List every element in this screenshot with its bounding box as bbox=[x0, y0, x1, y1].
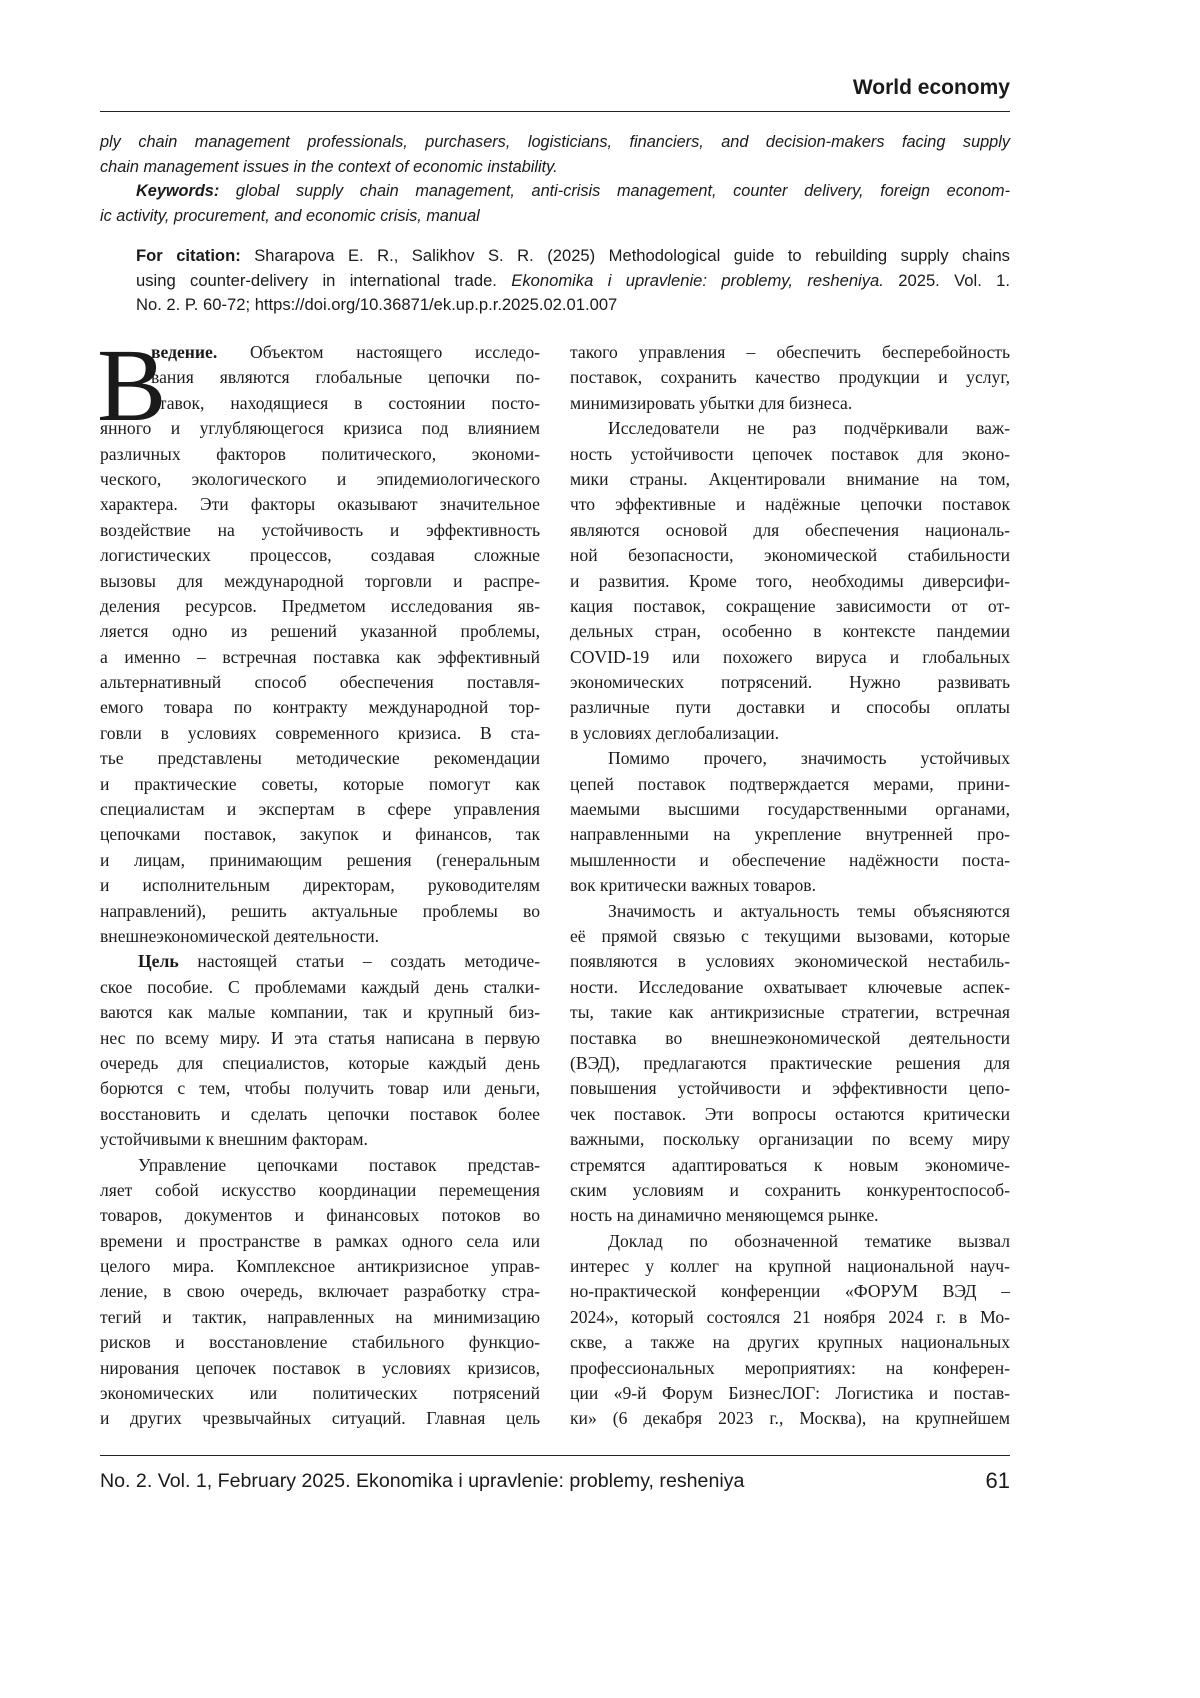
text-line: восстановить и сделать цепочки поставок более bbox=[100, 1103, 540, 1124]
paragraph bbox=[100, 1153, 540, 1432]
text-line: кация поставок, сокращение зависимости от от- bbox=[570, 595, 1010, 616]
keywords-line: ic activity, procurement, and economic crisis, manual bbox=[100, 206, 480, 225]
text-line: повышения устойчивости и эффективности цепо- bbox=[570, 1078, 1010, 1099]
text-line: ность на динамично меняющемся рынке. bbox=[570, 1205, 879, 1226]
text-line: ки» (6 декабря 2023 г., Москва), на крупнейшем bbox=[570, 1408, 1010, 1429]
paragraph bbox=[570, 746, 1010, 898]
text-line: вания являются глобальные цепочки по- bbox=[151, 367, 540, 388]
text-line: Исследователи не раз подчёркивали важ- bbox=[608, 418, 1010, 439]
text-line: говли в условиях современного кризиса. В ста- bbox=[100, 722, 540, 743]
text-line: стремятся адаптироваться к новым экономиче- bbox=[570, 1154, 1010, 1175]
text-line: минимизировать убытки для бизнеса. bbox=[570, 392, 853, 413]
text-line: тье представлены методические рекомендации bbox=[100, 748, 540, 769]
citation-label: For citation: bbox=[136, 246, 241, 265]
drop-cap: В bbox=[97, 328, 167, 443]
text-line: чек поставок. Эти вопросы остаются критически bbox=[570, 1103, 1010, 1124]
text-line: ческого, экологического и эпидемиологического bbox=[100, 468, 540, 489]
text-line: рисков и восстановление стабильного функцио- bbox=[100, 1332, 540, 1353]
paragraph bbox=[570, 416, 1010, 746]
header-rule bbox=[100, 111, 1010, 112]
text-line: (ВЭД), предлагаются практические решения для bbox=[570, 1052, 1010, 1073]
citation-line bbox=[136, 269, 1010, 294]
paragraph-lead: Цель bbox=[138, 951, 179, 972]
text-line: цепочками поставок, закупок и финансов, так bbox=[100, 824, 540, 845]
text-line: и лицам, принимающим решения (генеральным bbox=[100, 849, 540, 870]
text-line: тегий и тактик, направленных на минимизацию bbox=[100, 1306, 540, 1327]
text-line: но-практической конференции «ФОРУМ ВЭД – bbox=[570, 1281, 1010, 1302]
text-line: ставок, находящиеся в состоянии посто- bbox=[151, 392, 540, 413]
text-line: очередь для специалистов, которые каждый день bbox=[100, 1052, 540, 1073]
text-line: ности. Исследование охватывает ключевые аспек- bbox=[570, 976, 1010, 997]
text-line: ляет собой искусство координации перемещения bbox=[100, 1179, 540, 1200]
text-line: скве, а также на других крупных национальных bbox=[570, 1332, 1010, 1353]
text-line: появляются в условиях экономической нестабиль- bbox=[570, 951, 1010, 972]
text-line: цепей поставок подтверждается мерами, прини- bbox=[570, 773, 1010, 794]
text-line: COVID-19 или похожего вируса и глобальных bbox=[570, 646, 1010, 667]
text-line: товаров, документов и финансовых потоков во bbox=[100, 1205, 540, 1226]
text-line: ление, в свою очередь, включает разработку стра- bbox=[100, 1281, 540, 1302]
text-line: 2024», который состоялся 21 ноября 2024 г. в Мо- bbox=[570, 1306, 1010, 1327]
text-line: ной безопасности, экономической стабильности bbox=[570, 545, 1010, 566]
text-line: важными, поскольку организации по всему миру bbox=[570, 1129, 1010, 1150]
text-line: ское пособие. С проблемами каждый день сталки- bbox=[100, 976, 540, 997]
abstract-line: ply chain management professionals, purchasers, logisticians, financiers, and decision-makers facing supply bbox=[100, 133, 1010, 151]
text-line: а именно – встречная поставка как эффективный bbox=[100, 646, 540, 667]
text-line: поставка во внешнеэкономической деятельности bbox=[570, 1027, 1010, 1048]
text-line: интерес у коллег на крупной национальной науч- bbox=[570, 1256, 1010, 1277]
text-line: являются основой для обеспечения националь- bbox=[570, 519, 1010, 540]
text-line: альтернативный способ обеспечения поставля- bbox=[100, 672, 540, 693]
text-line: её прямой связью с текущими вызовами, которые bbox=[570, 925, 1010, 946]
text-line: устойчивыми к внешним факторам. bbox=[100, 1129, 368, 1150]
text-line: Значимость и актуальность темы объясняются bbox=[608, 900, 1010, 921]
paragraph bbox=[570, 1229, 1010, 1432]
abstract bbox=[100, 130, 1010, 228]
text-line: профессиональных мероприятиях: на конферен- bbox=[570, 1357, 1010, 1378]
text-line: воздействие на устойчивость и эффективность bbox=[100, 519, 540, 540]
text-line: времени и пространстве в рамках одного села или bbox=[100, 1230, 540, 1251]
text-line: деления ресурсов. Предметом исследования яв- bbox=[100, 595, 540, 616]
text-line: в условиях деглобализации. bbox=[570, 722, 780, 743]
abstract-line: chain management issues in the context of economic instability. bbox=[100, 157, 558, 176]
text-line: вызовы для международной торговли и распре- bbox=[100, 570, 540, 591]
text-line: борются с тем, чтобы получить товар или деньги, bbox=[100, 1078, 540, 1099]
text-line: экономических или политических потрясений bbox=[100, 1383, 540, 1404]
text-line: ты, такие как антикризисные стратегии, встречная bbox=[570, 1002, 1010, 1023]
text-line: Управление цепочками поставок представ- bbox=[138, 1154, 540, 1175]
page-number: 61 bbox=[985, 1468, 1010, 1493]
text-line: ции «9-й Форум БизнесЛОГ: Логистика и постав- bbox=[570, 1383, 1010, 1404]
text-line: и развития. Кроме того, необходимы диверсифи- bbox=[570, 570, 1010, 591]
text-line: Доклад по обозначенной тематике вызвал bbox=[608, 1230, 1010, 1251]
citation-journal: Ekonomika i upravlenie: problemy, resheniya. bbox=[511, 270, 884, 290]
paragraph bbox=[100, 340, 540, 949]
footer-rule bbox=[100, 1455, 1010, 1456]
text-line: емого товара по контракту международной тор- bbox=[100, 697, 540, 718]
body-column-right bbox=[570, 340, 1010, 1432]
paragraph bbox=[100, 949, 540, 1152]
text-line: ваются как малые компании, так и крупный биз- bbox=[100, 1002, 540, 1023]
text-line: янного и углубляющегося кризиса под влиянием bbox=[100, 418, 540, 439]
paragraph bbox=[570, 899, 1010, 1229]
text: Объектом настоящего исследо- bbox=[217, 342, 540, 362]
footer-journal: No. 2. Vol. 1, February 2025. Ekonomika i upravlenie: problemy, resheniya bbox=[100, 1470, 745, 1492]
citation-line bbox=[136, 244, 1010, 269]
citation-text: using counter-delivery in international trade. bbox=[136, 270, 512, 290]
text-line: специалистам и экспертам в сфере управления bbox=[100, 799, 540, 820]
text-line: внешнеэкономической деятельности. bbox=[100, 925, 380, 946]
text-line: ность устойчивости цепочек поставок для эконо- bbox=[570, 443, 1010, 464]
keywords-label: Keywords: bbox=[136, 182, 220, 200]
text-line: нес по всему миру. И эта статья написана в первую bbox=[100, 1027, 540, 1048]
text-line: дельных стран, особенно в контексте пандемии bbox=[570, 621, 1010, 642]
text-line: Помимо прочего, значимость устойчивых bbox=[608, 748, 1010, 769]
text-line: что эффективные и надёжные цепочки поставок bbox=[570, 494, 1010, 515]
text-line: мышленности и обеспечение надёжности поста- bbox=[570, 849, 1010, 870]
text-line: ским условиям и сохранить конкурентоспособ- bbox=[570, 1179, 1010, 1200]
citation-doi-link[interactable]: No. 2. P. 60-72; https://doi.org/10.36871/ek.up.p.r.2025.02.01.007 bbox=[136, 295, 618, 314]
text-line: целого мира. Комплексное антикризисное управ- bbox=[100, 1256, 540, 1277]
text-line: экономических потрясений. Нужно развивать bbox=[570, 672, 1010, 693]
text-line bbox=[100, 949, 540, 974]
text-line: ляется одно из решений указанной проблемы, bbox=[100, 621, 540, 642]
text-line: маемыми высшими государственными органами, bbox=[570, 799, 1010, 820]
text-line bbox=[100, 340, 540, 365]
paragraph-lead: ведение. bbox=[151, 342, 218, 362]
body-column-left bbox=[100, 340, 540, 1432]
text-line: характера. Эти факторы оказывают значительное bbox=[100, 494, 540, 515]
text-line: такого управления – обеспечить бесперебойность bbox=[570, 342, 1010, 362]
text-line: и других чрезвычайных ситуаций. Главная цель bbox=[100, 1408, 540, 1429]
text-line: поставок, сохранить качество продукции и услуг, bbox=[570, 367, 1010, 388]
paragraph bbox=[570, 340, 1010, 416]
text-line: и практические советы, которые помогут как bbox=[100, 773, 540, 794]
text-line: различные пути доставки и способы оплаты bbox=[570, 697, 1010, 718]
citation-text: Sharapova E. R., Salikhov S. R. (2025) Methodological guide to rebuilding supply chains bbox=[240, 246, 1010, 265]
text-line: и исполнительным директорам, руководителям bbox=[100, 875, 540, 896]
text-line: мики страны. Акцентировали внимание на том, bbox=[570, 468, 1010, 489]
text-line: логистических процессов, создавая сложные bbox=[100, 545, 540, 566]
citation bbox=[136, 244, 1010, 318]
text-line: направлений), решить актуальные проблемы во bbox=[100, 900, 540, 921]
text-line: вок критически важных товаров. bbox=[570, 875, 816, 896]
section-title: World economy bbox=[852, 76, 1010, 99]
text-line: нирования цепочек поставок в условиях кризисов, bbox=[100, 1357, 540, 1378]
text-line: различных факторов политического, экономи- bbox=[100, 443, 540, 464]
citation-text: 2025. Vol. 1. bbox=[883, 270, 1011, 290]
text-line: направленными на укрепление внутренней про- bbox=[570, 824, 1010, 845]
keywords-line bbox=[100, 179, 1010, 204]
text: настоящей статьи – создать методиче- bbox=[178, 951, 540, 972]
keywords-text: global supply chain management, anti-crisis management, counter delivery, foreign econom- bbox=[219, 182, 1010, 200]
